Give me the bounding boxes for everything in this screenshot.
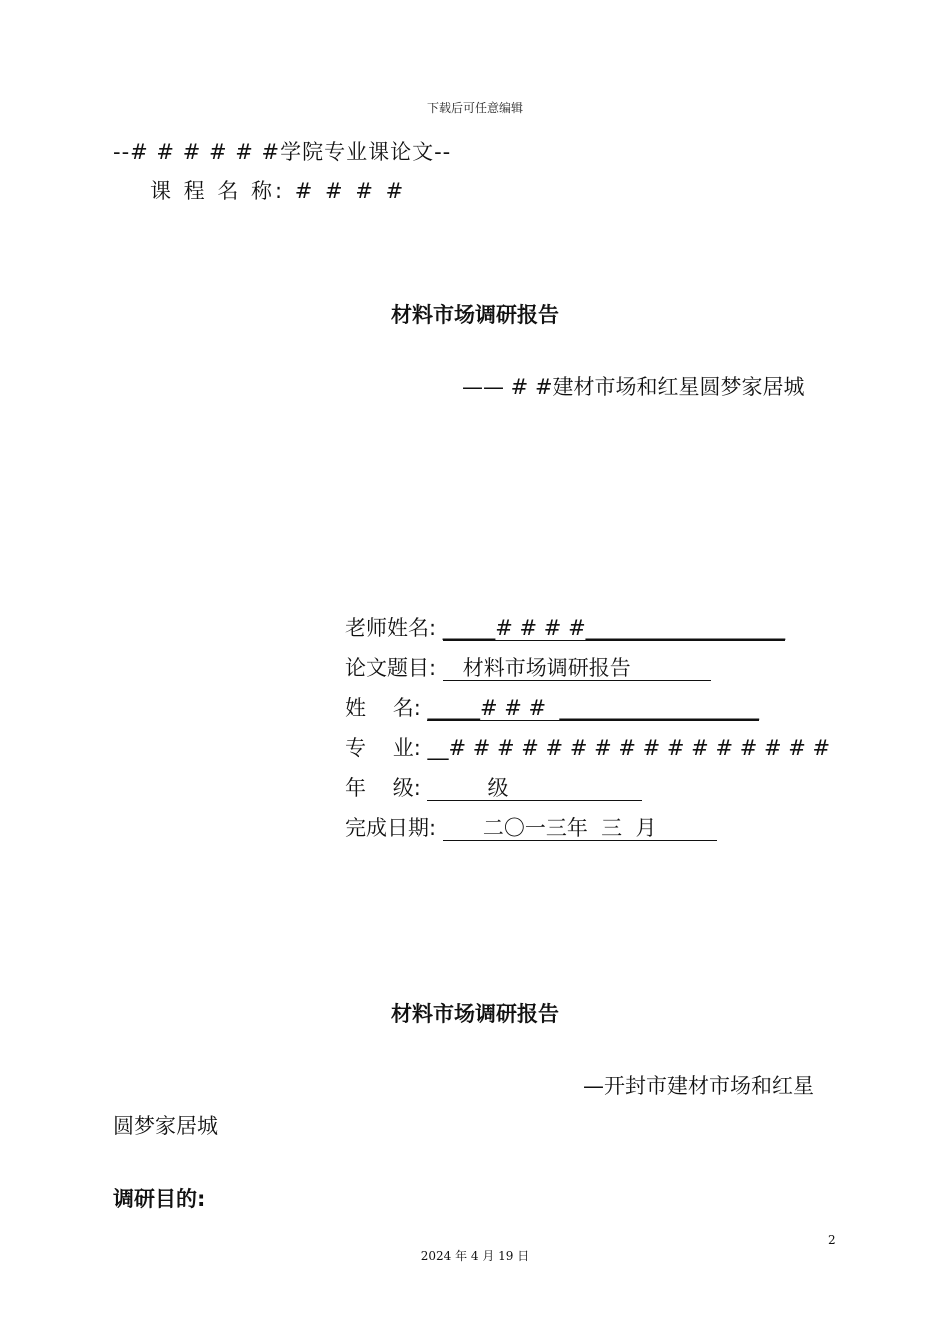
info-value: _____# # # #___________________ — [442, 616, 786, 640]
footer-date: 2024 年 4 月 19 日 — [420, 1249, 530, 1263]
info-label: 完成日期: — [345, 816, 437, 840]
info-value: 级 — [427, 776, 643, 800]
info-row-grade — [345, 772, 642, 802]
info-label: 老师姓名: — [345, 616, 437, 640]
info-value: 材料市场调研报告 — [442, 656, 711, 680]
body-subtitle-line1: —开封市建材市场和红星 — [583, 1074, 814, 1098]
body-title: 材料市场调研报告 — [391, 1002, 559, 1026]
info-row-topic — [345, 652, 711, 682]
info-value: _____# # # ___________________ — [427, 696, 759, 720]
info-label: 年 级: — [345, 776, 421, 800]
info-label: 姓 名: — [345, 696, 421, 720]
info-value: 二〇一三年 三 月 — [442, 816, 717, 840]
info-row-teacher — [345, 612, 785, 642]
cover-title: 材料市场调研报告 — [391, 303, 559, 327]
header-note: 下载后可任意编辑 — [426, 101, 523, 115]
info-label: 论文题目: — [345, 656, 437, 680]
cover-subtitle: —— # #建材市场和红星圆梦家居城 — [462, 375, 805, 399]
section-heading: 调研目的: — [113, 1187, 206, 1211]
info-value: __# # # # # # # # # # # # # # # # — [427, 736, 831, 760]
page-number: 2 — [828, 1233, 836, 1247]
body-subtitle-line2: 圆梦家居城 — [113, 1114, 218, 1138]
info-row-name — [345, 692, 759, 722]
info-row-major — [345, 732, 830, 762]
info-row-date — [345, 812, 717, 842]
course-name-line: 课 程 名 称: # # # # — [150, 179, 407, 203]
school-line: --# # # # # #学院专业课论文-- — [113, 140, 452, 164]
info-label: 专 业: — [345, 736, 421, 760]
